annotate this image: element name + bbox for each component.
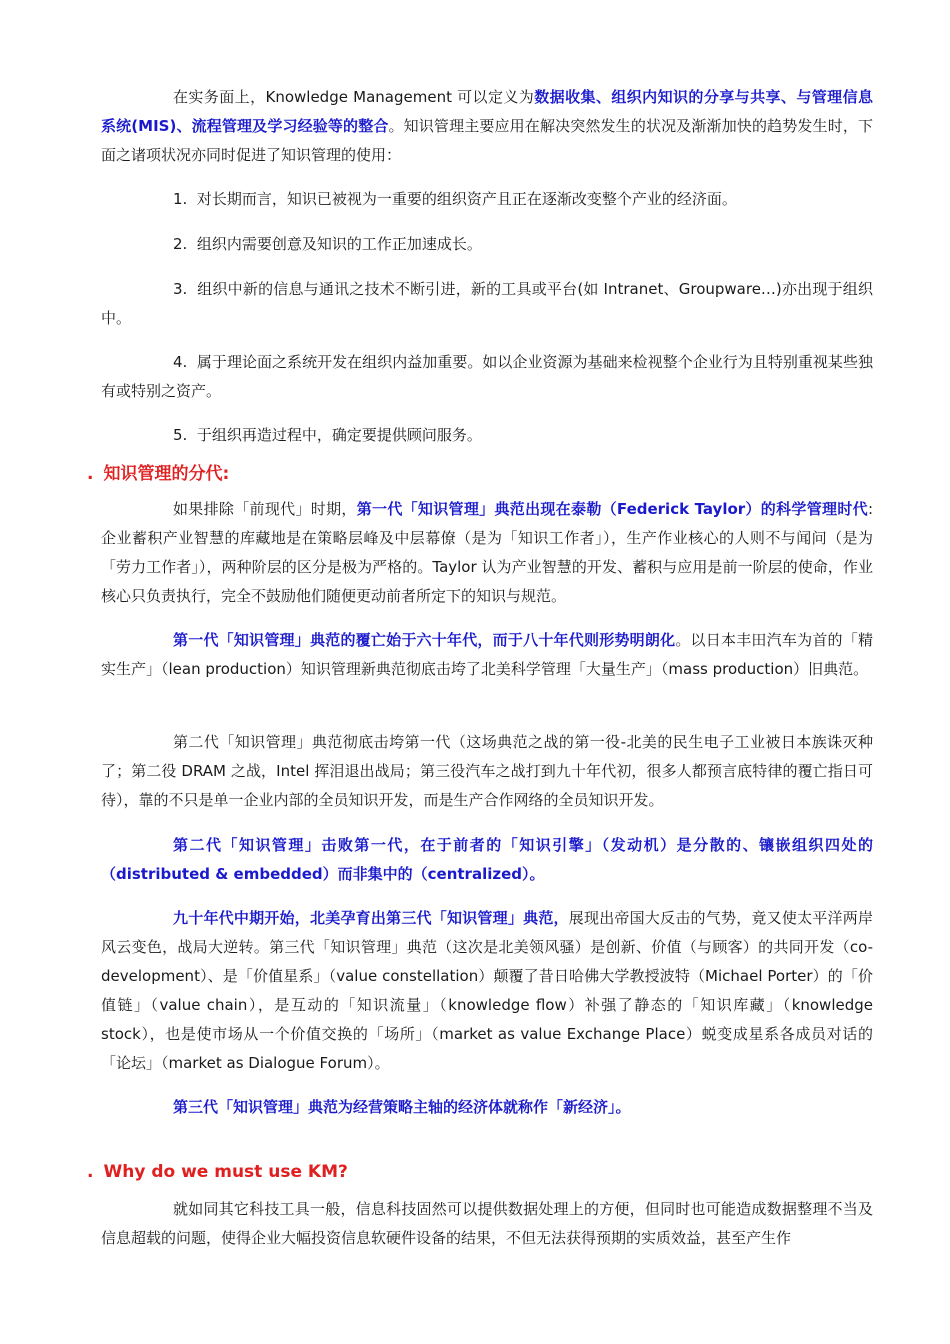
para-text: 。以日本丰田汽车为首的「精实生产」（lean production）知识管理新典范彻底击垮了北美科学管理「大量生产」（mass production）旧典范。 <box>101 631 873 678</box>
para-highlight: 第一代「知识管理」典范出现在泰勒（Federick Taylor）的科学管理时代 <box>356 500 868 518</box>
para-text: 如果排除「前现代」时期， <box>173 500 357 518</box>
heading-text: Why do we must use KM? <box>103 1162 348 1182</box>
paragraph-second-generation-highlight: 第二代「知识管理」击败第一代，在于前者的「知识引擎」（发动机）是分散的、镶嵌组织四处的（distributed & embedded）而非集中的（centralized）。 <box>101 836 873 883</box>
intro-highlight: 数据收集、组织内知识的分享与共享、与管理信息系统(MIS)、流程管理及学习经验等的整合 <box>101 88 873 135</box>
paragraph-why-km: 就如同其它科技工具一般，信息科技固然可以提供数据处理上的方便，但同时也可能造成数据整理不当及信息超载的问题，使得企业大幅投资信息软硬件设备的结果，不但无法获得预期的实质效益，甚至产生作 <box>101 1200 873 1247</box>
list-text: 于组织再造过程中，确定要提供顾问服务。 <box>196 426 482 444</box>
para-text-cont: : 企业蓄积产业智慧的库藏地是在策略层峰及中层幕僚（是为「知识工作者」），生产作业核心的人则不与闻问（是为「劳力工作者」），两种阶层的区分是极为严格的。Taylor 认为产业智慧的开发、蓄积与应用是前一阶层的使命，作业核心只负责执行，完全不鼓励他们随便更动前者所定下的知识与规范。 <box>101 500 873 605</box>
list-number: 4. <box>173 353 188 371</box>
paragraph-first-generation-decline <box>101 626 873 684</box>
list-number: 2. <box>173 235 188 253</box>
list-text: 组织中新的信息与通讯之技术不断引进，新的工具或平台(如 Intranet、Groupware…)亦出现于组织中。 <box>101 280 873 327</box>
paragraph-new-economy: 第三代「知识管理」典范为经营策略主轴的经济体就称作「新经济」。 <box>173 1098 631 1116</box>
list-text: 对长期而言，知识已被视为一重要的组织资产且正在逐渐改变整个产业的经济面。 <box>196 190 737 208</box>
intro-paragraph <box>101 83 873 170</box>
list-text: 属于理论面之系统开发在组织内益加重要。如以企业资源为基础来检视整个企业行为且特别重视某些独有或特别之资产。 <box>101 353 873 400</box>
list-item <box>101 230 873 259</box>
list-text: 组织内需要创意及知识的工作正加速成长。 <box>196 235 482 253</box>
para-highlight: 第一代「知识管理」典范的覆亡始于六十年代，而于八十年代则形势明朗化 <box>173 631 676 649</box>
heading-bullet: . <box>87 1162 94 1182</box>
section-heading-generations <box>87 462 229 486</box>
intro-text: 在实务面上，Knowledge Management 可以定义为 <box>173 88 535 106</box>
list-number: 3. <box>173 280 188 298</box>
heading-text: 知识管理的分代: <box>103 464 230 484</box>
section-heading-why-km <box>87 1160 348 1184</box>
list-item <box>101 348 873 406</box>
paragraph-first-generation <box>101 495 873 611</box>
paragraph-third-generation <box>101 904 873 1078</box>
list-item <box>101 275 873 333</box>
list-item <box>101 421 873 450</box>
paragraph-second-generation: 第二代「知识管理」典范彻底击垮第一代（这场典范之战的第一役-北美的民生电子工业被日本族诛灭种了；第二役 DRAM 之战，Intel 挥泪退出战局；第三役汽车之战打到九十年代初，很多人都预言底特律的覆亡指日可待），靠的不只是单一企业内部的全员知识开发，而是生产合作网络的全员知识开发。 <box>101 733 873 809</box>
list-number: 5. <box>173 426 188 444</box>
para-highlight: 九十年代中期开始，北美孕育出第三代「知识管理」典范， <box>173 909 569 927</box>
intro-text-cont: 。知识管理主要应用在解决突然发生的状况及渐渐加快的趋势发生时，下面之诸项状况亦同时促进了知识管理的使用： <box>101 117 873 164</box>
list-number: 1. <box>173 190 188 208</box>
para-text: 展现出帝国大反击的气势，竟又使太平洋两岸风云变色，战局大逆转。第三代「知识管理」典范（这次是北美领风骚）是创新、价值（与顾客）的共同开发（co-development）、是「价值星系」（value constellation）颠覆了昔日哈佛大学教授波特（Michael Porter）的「价值链」（value chain），是互动的「知识流量」（knowledge flow）补强了静态的「知识库藏」（knowledge stock），也是使市场从一个价值交换的「场所」（market as value Exchange Place）蜕变成星系各成员对话的「论坛」（market as Dialogue Forum）。 <box>101 909 873 1072</box>
heading-bullet: . <box>87 464 94 484</box>
list-item <box>101 185 873 214</box>
